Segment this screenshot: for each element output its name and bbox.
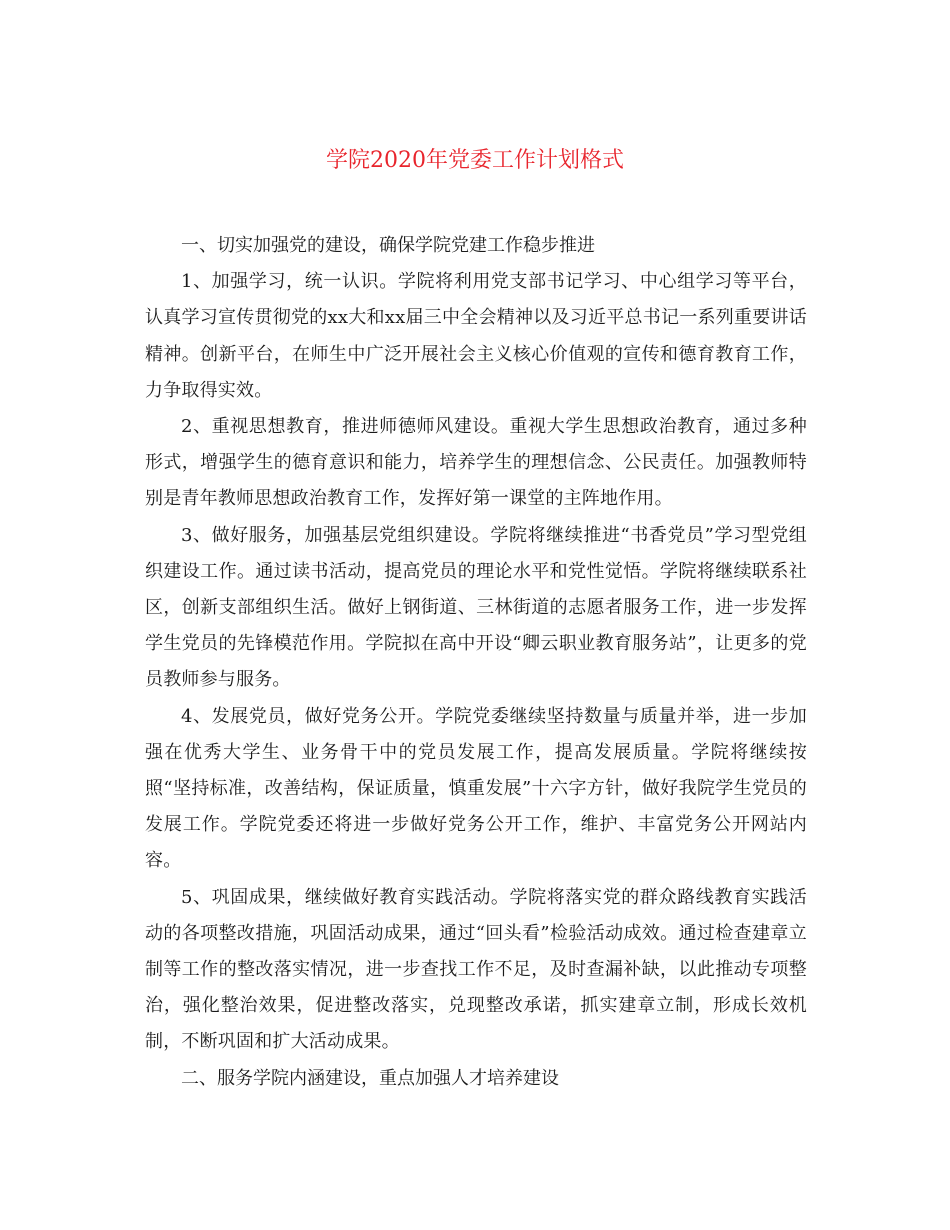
paragraph-4: 4、发展党员，做好党务公开。学院党委继续坚持数量与质量并举，进一步加强在优秀大学生、业务骨干中的党员发展工作，提高发展质量。学院将继续按照“坚持标准，改善结构，保证质量，慎重发展”十六字方针，做好我院学生党员的发展工作。学院党委还将进一步做好党务公开工作，维护、丰富党务公开网站内容。 bbox=[145, 705, 807, 872]
section-heading-2: 二、服务学院内涵建设，重点加强人才培养建设 bbox=[181, 1067, 559, 1089]
paragraph-5: 5、巩固成果，继续做好教育实践活动。学院将落实党的群众路线教育实践活动的各项整改措施，巩固活动成果，通过“回头看”检验活动成效。通过检查建章立制等工作的整改落实情况，进一步查找工作不足，及时查漏补缺，以此推动专项整治，强化整治效果，促进整改落实，兑现整改承诺，抓实建章立制，形成长效机制，不断巩固和扩大活动成果。 bbox=[145, 886, 807, 1053]
document-body bbox=[145, 228, 807, 1097]
paragraph-2: 2、重视思想教育，推进师德师风建设。重视大学生思想政治教育，通过多种形式，增强学生的德育意识和能力，培养学生的理想信念、公民责任。加强教师特别是青年教师思想政治教育工作，发挥好第一课堂的主阵地作用。 bbox=[145, 416, 807, 510]
paragraph-3: 3、做好服务，加强基层党组织建设。学院将继续推进“书香党员”学习型党组织建设工作。通过读书活动，提高党员的理论水平和党性觉悟。学院将继续联系社区，创新支部组织生活。做好上钢街道、三林街道的志愿者服务工作，进一步发挥学生党员的先锋模范作用。学院拟在高中开设“卿云职业教育服务站”，让更多的党员教师参与服务。 bbox=[145, 524, 807, 691]
document-title: 学院2020年党委工作计划格式 bbox=[326, 148, 624, 173]
paragraph-1: 1、加强学习，统一认识。学院将利用党支部书记学习、中心组学习等平台，认真学习宣传贯彻党的xx大和xx届三中全会精神以及习近平总书记一系列重要讲话精神。创新平台，在师生中广泛开展社会主义核心价值观的宣传和德育教育工作，力争取得实效。 bbox=[145, 271, 807, 401]
section-heading-1: 一、切实加强党的建设，确保学院党建工作稳步推进 bbox=[181, 235, 595, 256]
